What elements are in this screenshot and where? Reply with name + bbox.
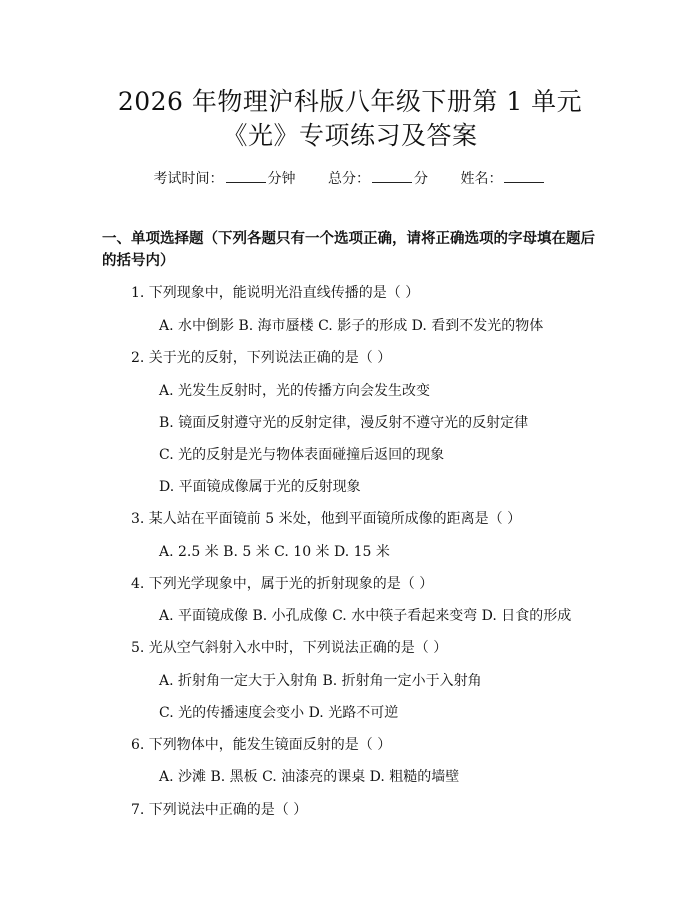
- question-5-stem: 5. 光从空气斜射入水中时，下列说法正确的是（ ）: [131, 640, 448, 656]
- total-score-unit: 分: [414, 171, 428, 187]
- student-name-blank[interactable]: [504, 168, 544, 183]
- question-2-stem: 2. 关于光的反射，下列说法正确的是（ ）: [131, 350, 392, 366]
- question-1-stem: 1. 下列现象中，能说明光沿直线传播的是（ ）: [131, 285, 420, 301]
- exam-time-blank[interactable]: [226, 168, 266, 183]
- question-7-stem: 7. 下列说法中正确的是（ ）: [131, 802, 308, 818]
- section-heading: 一、单项选择题（下列各题只有一个选项正确，请将正确选项的字母填在题后的括号内）: [102, 231, 595, 269]
- question-4-stem: 4. 下列光学现象中，属于光的折射现象的是（ ）: [131, 576, 434, 592]
- question-4-options: A. 平面镜成像 B. 小孔成像 C. 水中筷子看起来变弯 D. 日食的形成: [159, 608, 572, 624]
- question-6-options: A. 沙滩 B. 黑板 C. 油漆亮的课桌 D. 粗糙的墙壁: [159, 769, 460, 785]
- question-6-stem: 6. 下列物体中，能发生镜面反射的是（ ）: [131, 737, 392, 753]
- exam-time: [154, 168, 296, 189]
- exam-time-unit: 分钟: [267, 171, 296, 187]
- question-2-option-d: D. 平面镜成像属于光的反射现象: [159, 479, 361, 495]
- question-2-option-c: C. 光的反射是光与物体表面碰撞后返回的现象: [159, 447, 445, 463]
- student-name: [460, 168, 546, 189]
- question-5-option-ab: A. 折射角一定大于入射角 B. 折射角一定小于入射角: [159, 673, 482, 689]
- exam-info: [0, 168, 700, 189]
- student-name-label: 姓名：: [460, 171, 503, 187]
- question-3-options: A. 2.5 米 B. 5 米 C. 10 米 D. 15 米: [159, 544, 390, 560]
- page-title-line-2: 《光》专项练习及答案: [222, 121, 478, 150]
- exam-time-label: 考试时间：: [153, 171, 224, 187]
- total-score: [328, 168, 428, 189]
- total-score-blank[interactable]: [372, 168, 412, 183]
- total-score-label: 总分：: [328, 171, 370, 187]
- question-3-stem: 3. 某人站在平面镜前 5 米处，他到平面镜所成像的距离是（ ）: [131, 511, 522, 527]
- question-2-option-a: A. 光发生反射时，光的传播方向会发生改变: [159, 383, 431, 399]
- page-title-line-1: 2026 年物理沪科版八年级下册第 1 单元: [117, 87, 583, 116]
- question-5-option-cd: C. 光的传播速度会变小 D. 光路不可逆: [159, 705, 399, 721]
- question-1-options: A. 水中倒影 B. 海市蜃楼 C. 影子的形成 D. 看到不发光的物体: [159, 318, 544, 334]
- question-2-option-b: B. 镜面反射遵守光的反射定律，漫反射不遵守光的反射定律: [159, 415, 529, 431]
